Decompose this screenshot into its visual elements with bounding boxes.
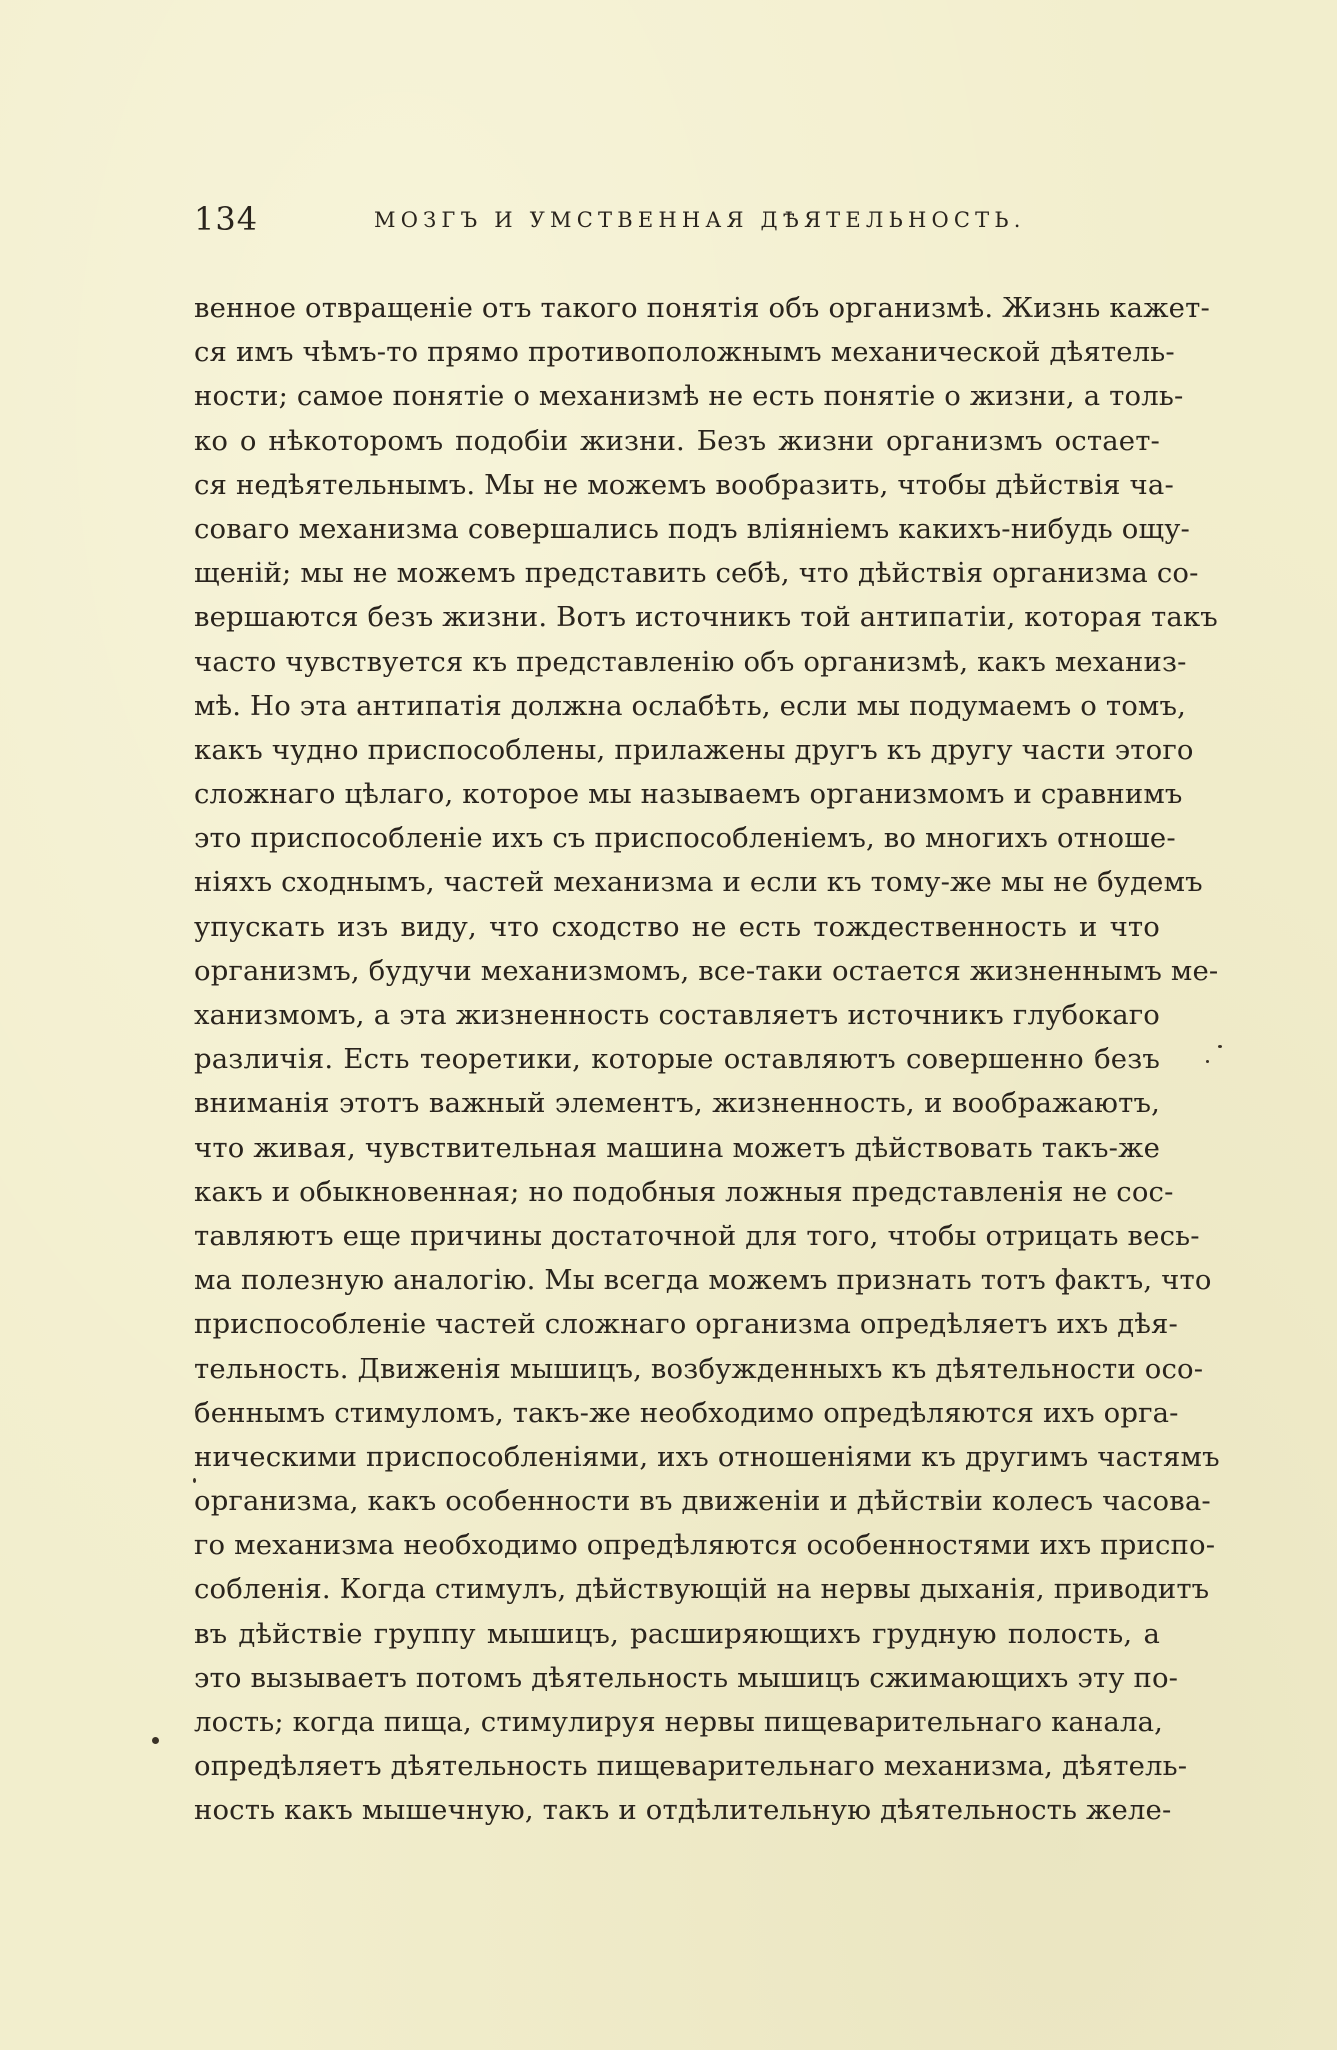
text-line: мѣ. Но эта антипатія должна ослабѣть, если мы подумаемъ о томъ,: [194, 689, 1186, 722]
body-text: [194, 286, 1220, 1833]
text-line: организма, какъ особенности въ движеніи и дѣйствіи колесъ часова-: [194, 1485, 1211, 1518]
text-line: собленія. Когда стимулъ, дѣйствующій на нервы дыханія, приводитъ: [194, 1573, 1210, 1606]
text-line: ма полезную аналогію. Мы всегда можемъ признать тотъ фактъ, что: [194, 1264, 1212, 1297]
text-line: соваго механизма совершались подъ вліяніемъ какихъ-нибудь ощу-: [194, 512, 1190, 545]
text-line: ніяхъ сходнымъ, частей механизма и если къ тому-же мы не будемъ: [194, 866, 1203, 899]
ink-speck: [193, 1478, 196, 1483]
text-line: вершаются безъ жизни. Вотъ источникъ той антипатіи, которая такъ: [194, 601, 1218, 634]
text-line: вниманія этотъ важный элементъ, жизненность, и воображаютъ,: [194, 1087, 1160, 1120]
text-line: ся недѣятельнымъ. Мы не можемъ вообразить, чтобы дѣйствія ча-: [194, 468, 1174, 501]
text-line: щеній; мы не можемъ представить себѣ, что дѣйствія организма со-: [194, 557, 1199, 590]
text-line: беннымъ стимуломъ, такъ-же необходимо опредѣляются ихъ орга-: [194, 1396, 1179, 1429]
text-line: опредѣляетъ дѣятельность пищеварительнаго механизма, дѣятель-: [194, 1750, 1188, 1783]
text-line: въ дѣйствіе группу мышицъ, расширяющихъ грудную полость, а: [194, 1617, 1160, 1650]
text-line: какъ и обыкновенная; но подобныя ложныя представленія не сос-: [194, 1175, 1174, 1208]
text-line: ханизмомъ, а эта жизненность составляетъ источникъ глубокаго: [194, 999, 1160, 1031]
text-line: ническими приспособленіями, ихъ отношеніями къ другимъ частямъ: [194, 1440, 1220, 1473]
text-line: венное отвращеніе отъ такого понятія объ организмѣ. Жизнь кажет-: [194, 292, 1210, 324]
text-line: упускать изъ виду, что сходство не есть тождественность и что: [194, 910, 1160, 943]
text-line: организмъ, будучи механизмомъ, все-таки остается жизненнымъ ме-: [194, 954, 1219, 987]
page-number: 134: [194, 200, 259, 238]
text-line: ко о нѣкоторомъ подобіи жизни. Безъ жизни организмъ остает-: [194, 424, 1160, 457]
text-line: что живая, чувствительная машина можетъ дѣйствовать такъ-же: [194, 1131, 1160, 1164]
text-line: приспособленіе частей сложнаго организма опредѣляетъ ихъ дѣя-: [194, 1308, 1178, 1341]
text-line: ности; самое понятіе о механизмѣ не есть понятіе о жизни, а толь-: [194, 380, 1184, 413]
text-line: это приспособленіе ихъ съ приспособленіемъ, во многихъ отноше-: [194, 822, 1176, 855]
text-line: лость; когда пища, стимулируя нервы пищеварительнаго канала,: [194, 1706, 1164, 1738]
text-line: часто чувствуется къ представленію объ организмѣ, какъ механиз-: [194, 645, 1187, 678]
ink-speck: [152, 1737, 159, 1744]
text-line: тавляютъ еще причины достаточной для того, чтобы отрицать весь-: [194, 1219, 1200, 1252]
text-line: различія. Есть теоретики, которые оставляютъ совершенно безъ: [194, 1043, 1160, 1076]
text-line: какъ чудно приспособлены, прилажены другъ къ другу части этого: [194, 733, 1194, 766]
text-line: тельность. Движенія мышицъ, возбужденныхъ къ дѣятельности осо-: [194, 1352, 1204, 1385]
ink-speck: [1206, 1060, 1209, 1063]
text-line: ся имъ чѣмъ-то прямо противоположнымъ механической дѣятель-: [194, 336, 1175, 369]
text-line: это вызываетъ потомъ дѣятельность мышицъ сжимающихъ эту по-: [194, 1661, 1179, 1694]
text-line: го механизма необходимо опредѣляются особенностями ихъ приспо-: [194, 1529, 1216, 1562]
page-header: [194, 200, 1154, 240]
text-line: сложнаго цѣлаго, которое мы называемъ организмомъ и сравнимъ: [194, 778, 1183, 811]
running-title: МОЗГЪ И УМСТВЕННАЯ ДѢЯТЕЛЬНОСТЬ.: [374, 208, 1026, 232]
text-line: ность какъ мышечную, такъ и отдѣлительную дѣятельность желе-: [194, 1794, 1172, 1827]
ink-speck: [1218, 1045, 1222, 1048]
